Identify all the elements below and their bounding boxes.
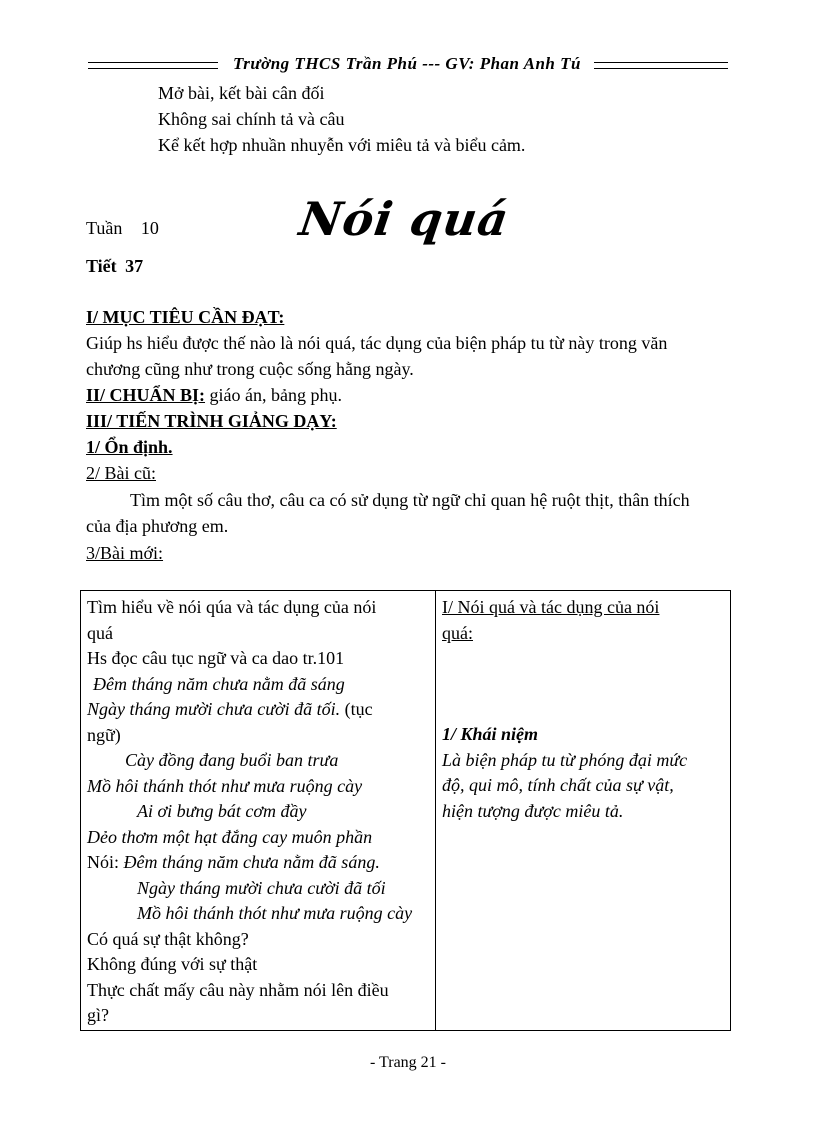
old-lesson-line-1: Tìm một số câu thơ, câu ca có sử dụng từ ngữ chỉ quan hệ ruột thịt, thân thích (130, 490, 690, 510)
folk-verse-line: Dẻo thơm một hạt đắng cay muôn phần (87, 826, 373, 847)
lesson-title: Nói quá (296, 192, 513, 246)
activity-line: Hs đọc câu tục ngữ và ca dao tr.101 (87, 648, 345, 668)
header-rule-left (88, 62, 218, 69)
step-3: 3/Bài mới: (86, 543, 164, 563)
intro-line-2: Không sai chính tả và câu (158, 109, 345, 129)
preparation-line (86, 382, 342, 408)
answer-line: Không đúng với sự thật (87, 954, 258, 974)
content-heading: I/ Nói quá và tác dụng của nói (442, 597, 660, 617)
noi-line (87, 850, 431, 876)
objectives-text-1: Giúp hs hiểu được thế nào là nói quá, tác dụng của biện pháp tu từ này trong văn (86, 333, 668, 353)
folk-verse-line: Ai ơi bưng bát cơm đầy (137, 801, 307, 821)
activity-line: quá (87, 622, 113, 643)
week-value: 10 (140, 218, 159, 238)
proverb-note-line: ngữ) (87, 724, 121, 745)
concept-heading: 1/ Khái niệm (442, 724, 539, 744)
proverb-text: Ngày tháng mười chưa cười đã tối. (87, 699, 341, 719)
definition-line: độ, qui mô, tính chất của sự vật, (442, 775, 674, 795)
header-rule-right (594, 62, 728, 69)
intro-line-1: Mở bài, kết bài cân đối (158, 83, 325, 103)
proverb-line: Đêm tháng năm chưa nằm đã sáng (93, 673, 345, 694)
step-2: 2/ Bài cũ: (86, 463, 156, 483)
noi-line: Mồ hôi thánh thót như mưa ruộng cày (137, 903, 413, 923)
activities-column (81, 591, 436, 1031)
folk-verse-line: Cày đồng đang buổi ban trưa (125, 750, 339, 770)
folk-verse-line: Mồ hôi thánh thót như mưa ruộng cày (87, 775, 363, 796)
noi-line: Ngày tháng mười chưa cười đã tối (137, 877, 386, 898)
intro-line-3: Kể kết hợp nhuần nhuyễn với miêu tả và biểu cảm. (158, 135, 526, 155)
noi-label: Nói: (87, 852, 120, 872)
period-info (86, 253, 143, 279)
header-text: Trường THCS Trần Phú --- GV: Phan Anh Tú (233, 54, 581, 73)
week-label: Tuần (86, 218, 123, 238)
process-heading: III/ TIẾN TRÌNH GIẢNG DẠY: (86, 411, 337, 431)
definition-line: hiện tượng được miêu tả. (442, 800, 624, 821)
objectives-heading: I/ MỤC TIÊU CẦN ĐẠT: (86, 307, 285, 327)
noi-text: Đêm tháng năm chưa nằm đã sáng. (119, 852, 380, 872)
period-value: 37 (125, 256, 144, 276)
period-label: Tiết (86, 256, 117, 276)
preparation-label: II/ CHUẨN BỊ: (86, 385, 206, 405)
objectives-text-2: chương cũng như trong cuộc sống hằng ngày. (86, 359, 414, 379)
question-line: Có quá sự thật không? (87, 928, 249, 949)
activity-line: Tìm hiểu về nói qúa và tác dụng của nói (87, 597, 377, 617)
spacer (442, 646, 726, 722)
content-column (436, 591, 731, 1031)
step-1: 1/ Ổn định. (86, 437, 173, 457)
old-lesson-line-2: của địa phương em. (86, 516, 229, 536)
content-heading: quá: (442, 622, 473, 643)
lesson-table (80, 590, 731, 1031)
page-number: - Trang 21 - (369, 1054, 446, 1071)
preparation-text: giáo án, bảng phụ. (205, 385, 342, 405)
question-line: gì? (87, 1005, 109, 1025)
definition-line: Là biện pháp tu từ phóng đại mức (442, 749, 688, 770)
question-line: Thực chất mấy câu này nhằm nói lên điều (87, 979, 389, 1000)
week-info (86, 215, 159, 241)
proverb-note: (tục (340, 699, 373, 719)
proverb-line (87, 697, 431, 723)
page-header (88, 54, 728, 80)
